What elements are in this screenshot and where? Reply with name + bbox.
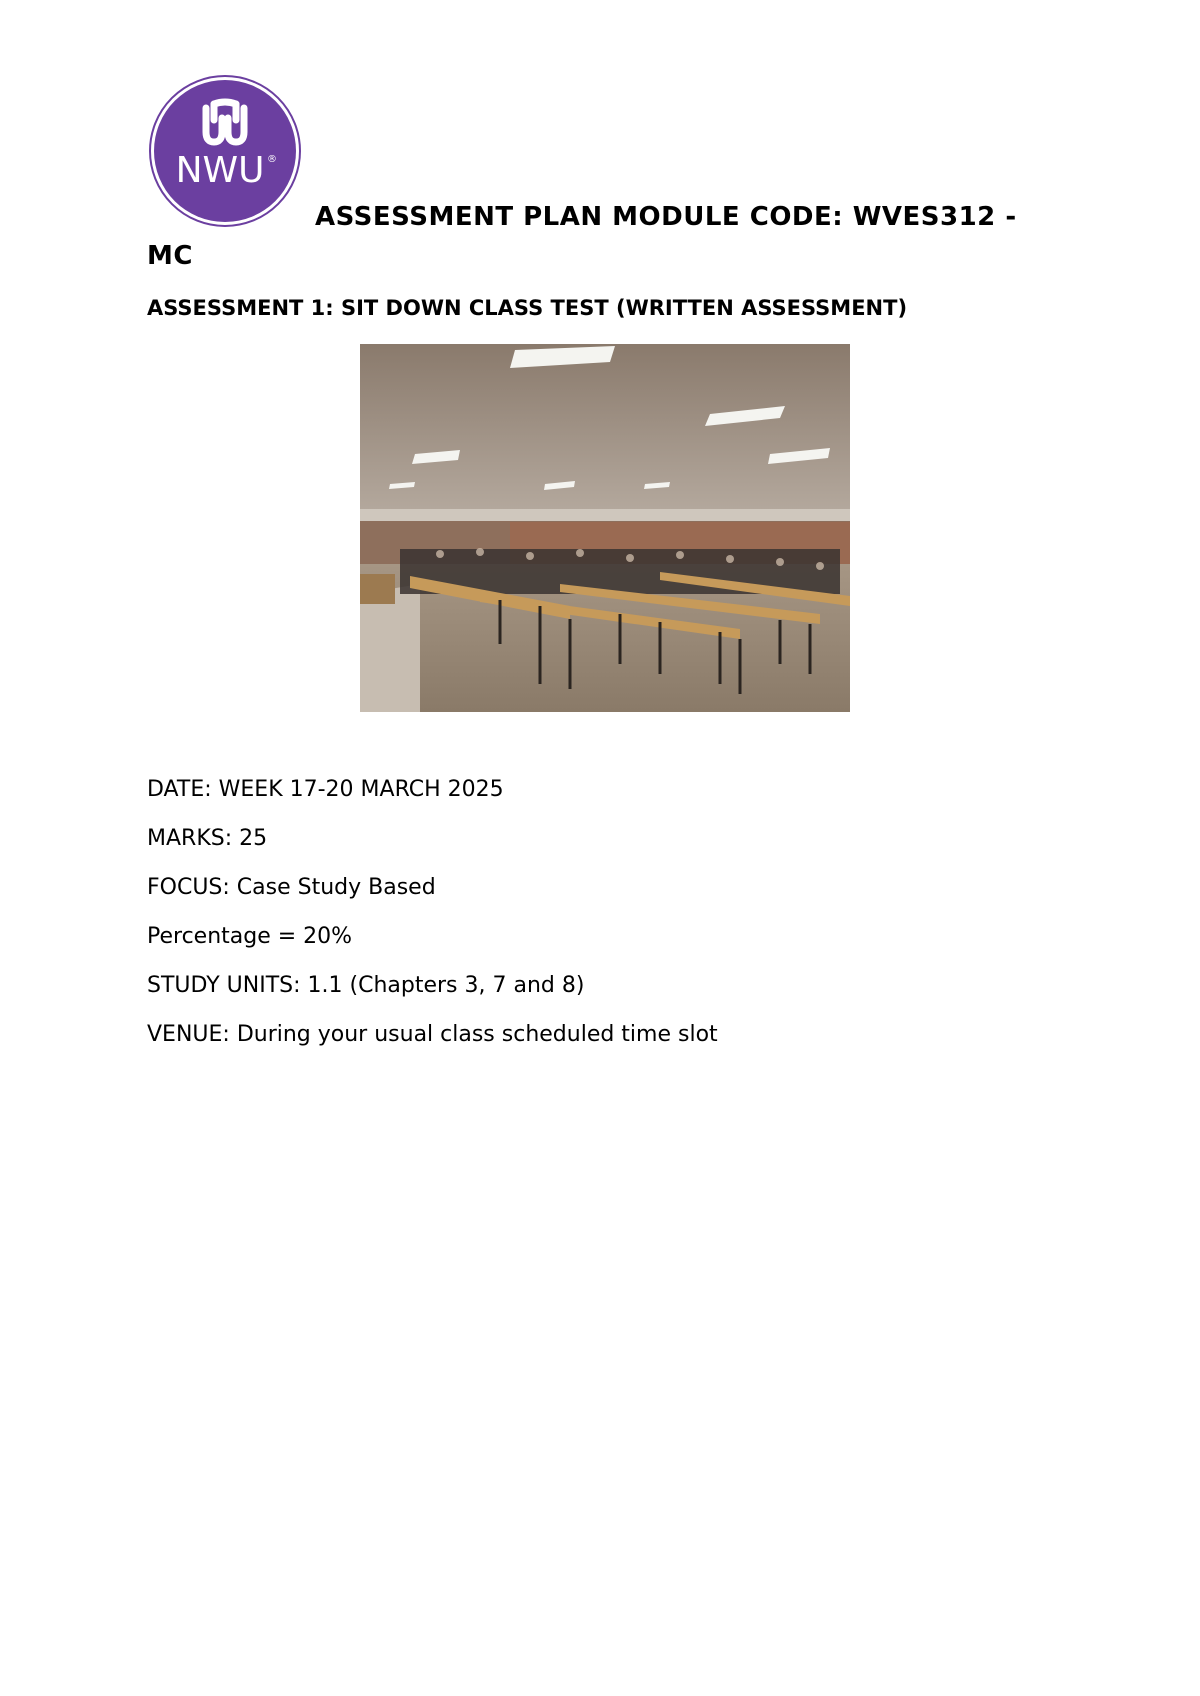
detail-venue: VENUE: During your usual class scheduled time slot	[147, 1022, 718, 1047]
exam-hall-photo	[360, 344, 850, 712]
nwu-logo	[148, 74, 302, 228]
detail-study-units: STUDY UNITS: 1.1 (Chapters 3, 7 and 8)	[147, 973, 585, 998]
page-title-continued: MC	[147, 241, 193, 271]
assessment-details	[147, 778, 718, 1072]
detail-focus: FOCUS: Case Study Based	[147, 875, 436, 900]
detail-date: DATE: WEEK 17-20 MARCH 2025	[147, 777, 504, 802]
page-title: ASSESSMENT PLAN MODULE CODE: WVES312 -	[315, 202, 1017, 232]
logo-text: NWU	[175, 150, 265, 191]
detail-marks: MARKS: 25	[147, 826, 268, 851]
logo-registered-mark: ®	[267, 154, 277, 165]
assessment-heading: ASSESSMENT 1: SIT DOWN CLASS TEST (WRITTEN ASSESSMENT)	[147, 296, 908, 320]
detail-percentage: Percentage = 20%	[147, 924, 353, 949]
